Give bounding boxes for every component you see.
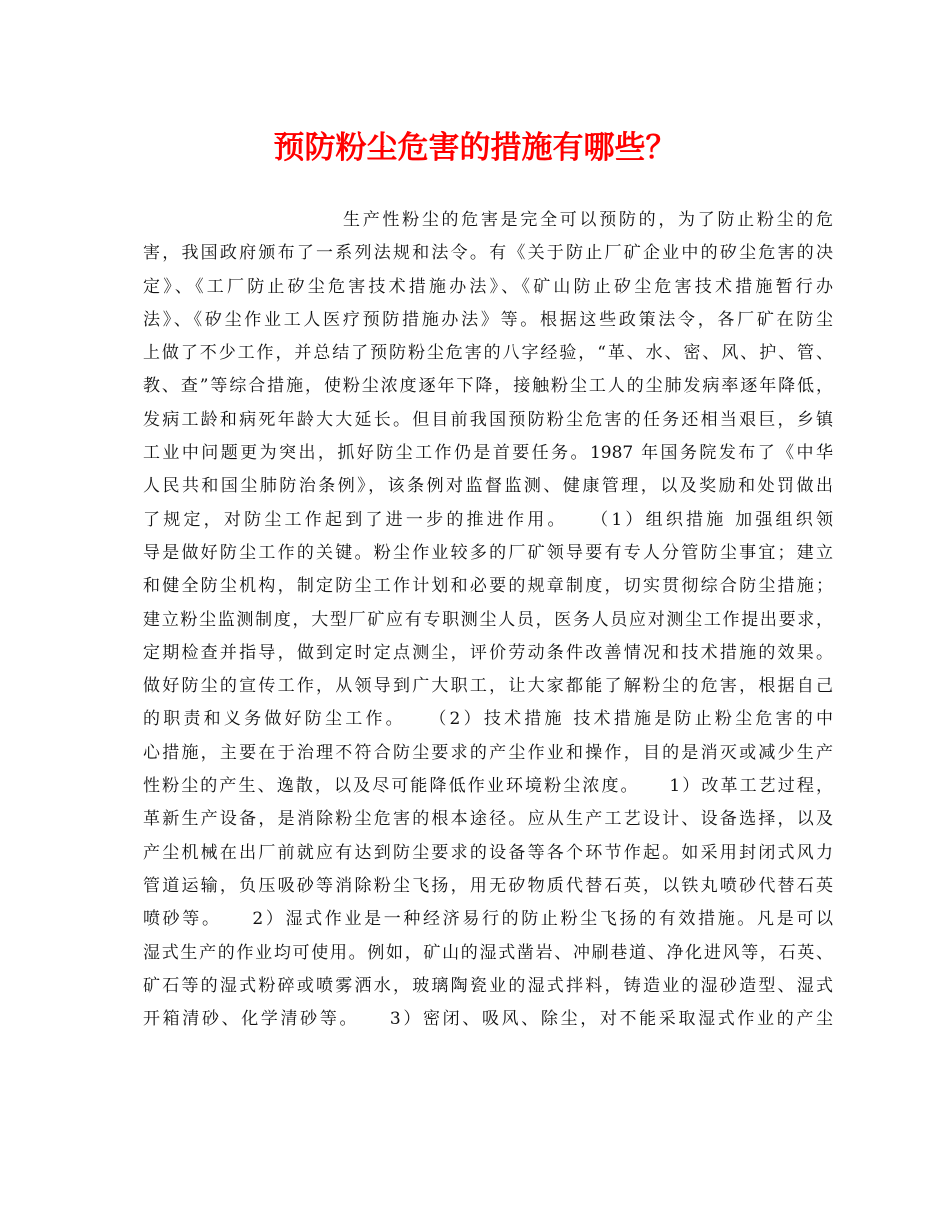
body-line: 的职责和义务做好防尘工作。 （2）技术措施 技术措施是防止粉尘危害的中	[143, 709, 833, 730]
document-title: 预防粉尘危害的措施有哪些？	[273, 130, 677, 166]
body-line: 做好防尘的宣传工作，从领导到广大职工，让大家都能了解粉尘的危害，根据自己	[143, 676, 833, 697]
body-line: 湿式生产的作业均可使用。例如，矿山的湿式凿岩、冲刷巷道、净化进风等，石英、	[143, 942, 833, 963]
body-line: 发病工龄和病死年龄大大延长。但目前我国预防粉尘危害的任务还相当艰巨，乡镇	[143, 409, 833, 430]
body-line: 和健全防尘机构，制定防尘工作计划和必要的规章制度，切实贯彻综合防尘措施；	[143, 576, 833, 597]
body-line: 建立粉尘监测制度，大型厂矿应有专职测尘人员，医务人员应对测尘工作提出要求，	[143, 609, 833, 630]
body-line: 上做了不少工作，并总结了预防粉尘危害的八字经验，“革、水、密、风、护、管、	[143, 343, 833, 364]
body-line: 革新生产设备，是消除粉尘危害的根本途径。应从生产工艺设计、设备选择，以及	[143, 809, 833, 830]
body-line: 定期检查并指导，做到定时定点测尘，评价劳动条件改善情况和技术措施的效果。	[143, 642, 833, 663]
body-line: 产尘机械在出厂前就应有达到防尘要求的设备等各个环节作起。如采用封闭式风力	[143, 842, 833, 863]
body-line: 开箱清砂、化学清砂等。 3）密闭、吸风、除尘，对不能采取湿式作业的产尘	[143, 1009, 833, 1030]
body-line: 定》、《工厂防止矽尘危害技术措施办法》、《矿山防止矽尘危害技术措施暂行办	[143, 276, 833, 297]
body-line: 工业中问题更为突出，抓好防尘工作仍是首要任务。1987 年国务院发布了《中华	[143, 443, 833, 464]
body-line: 法》、《矽尘作业工人医疗预防措施办法》等。根据这些政策法令，各厂矿在防尘	[143, 309, 833, 330]
document-body	[143, 204, 833, 1036]
body-line: 心措施，主要在于治理不符合防尘要求的产尘作业和操作，目的是消灭或减少生产	[143, 742, 833, 763]
body-line: 管道运输，负压吸砂等消除粉尘飞扬，用无矽物质代替石英，以铁丸喷砂代替石英	[143, 875, 833, 896]
body-line: 了规定，对防尘工作起到了进一步的推进作用。 （1）组织措施 加强组织领	[143, 509, 833, 530]
body-line: 生产性粉尘的危害是完全可以预防的，为了防止粉尘的危	[343, 210, 833, 230]
body-line: 人民共和国尘肺防治条例》，该条例对监督监测、健康管理，以及奖励和处罚做出	[143, 476, 833, 497]
body-line: 矿石等的湿式粉碎或喷雾洒水，玻璃陶瓷业的湿式拌料，铸造业的湿砂造型、湿式	[143, 975, 833, 996]
body-line: 导是做好防尘工作的关键。粉尘作业较多的厂矿领导要有专人分管防尘事宜；建立	[143, 542, 833, 563]
body-line: 喷砂等。 2）湿式作业是一种经济易行的防止粉尘飞扬的有效措施。凡是可以	[143, 909, 833, 930]
body-line: 害，我国政府颁布了一系列法规和法令。有《关于防止厂矿企业中的矽尘危害的决	[143, 243, 833, 264]
body-line: 性粉尘的产生、逸散，以及尽可能降低作业环境粉尘浓度。 1）改革工艺过程，	[143, 776, 833, 797]
body-line: 教、查”等综合措施，使粉尘浓度逐年下降，接触粉尘工人的尘肺发病率逐年降低，	[143, 376, 833, 397]
